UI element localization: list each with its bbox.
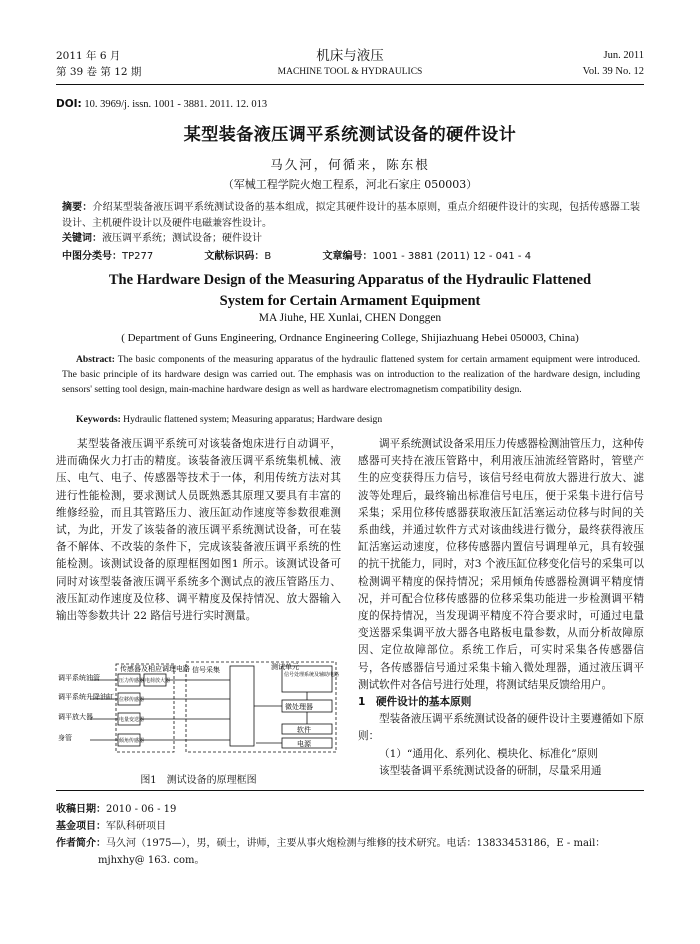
body-right-paragraph-4: 该型装备调平系统测试设备的研制，尽量采用通 — [379, 764, 602, 777]
author-email-line — [56, 852, 644, 869]
keywords-en — [76, 414, 382, 425]
keywords-en-label: Keywords: — [76, 414, 121, 425]
paper-title-cn: 某型装备液压调平系统测试设备的硬件设计 — [183, 125, 517, 145]
doi-value: 10. 3969/j. issn. 1001 - 3881. 2011. 12. 013 — [84, 99, 268, 110]
abstract-cn-text: 介绍某型装备液压调平系统测试设备的基本组成，拟定其硬件设计的基本原则，重点介绍硬件设计的实现，包括传感器工装设计、主机硬件设计以及硬件电磁兼容性设计。 — [62, 202, 641, 229]
abstract-en-block — [62, 352, 640, 397]
footnotes — [56, 790, 644, 869]
clc — [62, 251, 177, 262]
fig-label-test-unit: 测试单元 — [271, 663, 299, 671]
paper-title-en-line1: The Hardware Design of the Measuring Apparatus of the Hydraulic Flattened — [108, 272, 592, 288]
block-diagram — [56, 658, 341, 758]
clc-label: 中图分类号： — [62, 251, 122, 262]
authors-en: MA Jiuhe, HE Xunlai, CHEN Donggen — [258, 312, 442, 324]
author-bio-text: 马久河（1975—），男，硕士，讲师，主要从事火炮检测与维修的技术研究。电话：13833453186，E - mail： — [106, 838, 606, 849]
affiliation-cn: （军械工程学院火炮工程系，河北石家庄 050003） — [222, 178, 478, 191]
doc-code — [204, 251, 295, 262]
running-header — [56, 48, 644, 85]
doi-line — [56, 98, 267, 110]
header-volume-cn: 第 39 卷 第 12 期 — [56, 66, 142, 78]
fig-label-mcu: 微处理器 — [285, 703, 313, 711]
body-column-right — [358, 436, 644, 780]
journal-name-en: MACHINE TOOL & HYDRAULICS — [277, 67, 423, 77]
paper-title-en-line2: System for Certain Armament Equipment — [219, 293, 481, 309]
fig-label-sensor-group: 传感器及相应调理电路 — [120, 665, 190, 673]
fig-label-pressure-sensor: 压力传感器 — [119, 678, 145, 684]
paper-title-en — [0, 270, 700, 312]
header-right — [583, 48, 644, 80]
fig-label-displacement: 位移传感器 — [119, 697, 145, 703]
abstract-cn-label: 摘要： — [62, 202, 93, 213]
figure-1 — [56, 658, 341, 758]
doc-code-label: 文献标识码： — [204, 251, 265, 262]
fig-label-sig-proc: 信号处理系统及辅助电路 — [284, 672, 340, 678]
abstract-cn — [62, 200, 640, 231]
section-1-title: 1 硬件设计的基本原则 — [358, 696, 472, 709]
author-email: mjhxhy@ 163. com。 — [98, 855, 205, 866]
fund-label: 基金项目： — [56, 821, 106, 832]
body-right-paragraph-2: 型装备液压调平系统测试设备的硬件设计主要遵循如下原则： — [358, 713, 644, 743]
received-label: 收稿日期： — [56, 804, 106, 815]
authors-cn: 马久河，何循来，陈东根 — [270, 157, 430, 172]
fig-label-barrel: 身管 — [58, 734, 72, 742]
received-value: 2010 - 06 - 19 — [106, 804, 177, 815]
article-number-label: 文章编号： — [322, 251, 373, 262]
fig-label-power: 电源 — [297, 740, 311, 748]
acquisition-card-box — [230, 666, 254, 746]
abstract-cn-block — [62, 200, 640, 247]
abstract-en — [62, 352, 640, 397]
body-right-paragraph-3: （1）“通用化、系列化、模块化、标准化”原则 — [379, 747, 598, 760]
doi-label: DOI: — [56, 98, 82, 110]
body-right-paragraph-1: 调平系统测试设备采用压力传感器检测油管压力，这种传感器可夹持在液压管路中，利用液压油流经管路时，管壁产生的应变获得压力信号，该信号经电荷放大器进行放大、滤波等处理后，最终输出标准信号电压，便于采集卡进行信号采集；采用位移传感器获取液压缸活塞运动位移与时间的关系曲线，并通过软件方式对该曲线进行微分，最终获得液压缸活塞运动速度，位移传感器内置信号调理单元，具有较强的抗干扰能力，同时，对3 个液压缸位移变化信号的采集可以检测调平精度的保持情况；采用倾角传感器检测调平精度情况，并可配合位移传感器的位移采集功能进一步检测调平精度的保持情况，当发现调平精度不符合要求时，可通过电量变送器采集调平放大器各电路板电量参数，从而分析故障原因、定位故障部位。系统工作后，可实时采集各传感器信号，各传感器信号通过采集卡输入微处理器，通过液压调平测试软件对各信号进行处理，将测试结果反馈给用户。 — [358, 438, 644, 691]
article-number — [322, 251, 555, 262]
header-date-cn: 2011 年 6 月 — [56, 50, 121, 62]
fund-project — [56, 818, 644, 835]
journal-name-cn: 机床与液压 — [316, 48, 384, 64]
fig-label-cylinder: 调平系统升降油缸 — [58, 693, 114, 701]
classification-line — [62, 247, 640, 262]
body-left-paragraph: 某型装备液压调平系统可对该装备炮床进行自动调平，进而确保火力打击的精度。该装备液压调平系统集机械、液压、电气、电子、传感器等技术于一体，利用传统方法对其进行性能检测，要求测试人员既熟悉其原理又要具有丰富的维修经验，而且其管路压力、液压缸动作速度等参数很难测试，为此，开发了该装备的液压调平系统测试设备，可在装备不解体、不改装的条件下，完成该装备液压调平系统的性能检测。该测试设备的原理框图如图1 所示。该测试设备可同时对该型装备液压调平系统多个测试点的液压管路压力、液压缸动作速度及位移、调平精度及保持情况、放大器输入输出等参数共计 22 路信号进行实时测量。 — [56, 438, 341, 623]
keywords-en-text: Hydraulic flattened system; Measuring apparatus; Hardware design — [120, 414, 383, 425]
fig-label-amplifier: 调平放大器 — [58, 713, 93, 721]
keywords-cn — [62, 231, 640, 247]
header-volume-en: Vol. 39 No. 12 — [582, 66, 644, 77]
article-number-value: 1001 - 3881 (2011) 12 - 041 - 4 — [372, 251, 532, 262]
fund-value: 军队科研项目 — [106, 821, 166, 832]
clc-value: TP277 — [122, 251, 154, 262]
fig-label-signal: 信号采集 — [192, 666, 220, 674]
doc-code-value: B — [264, 251, 272, 262]
author-bio-label: 作者简介： — [56, 838, 106, 849]
abstract-en-label: Abstract: — [76, 354, 115, 365]
figure-1-caption: 图1 测试设备的原理框图 — [140, 775, 257, 786]
fig-label-transmitter: 电量变送器 — [119, 717, 145, 723]
abstract-en-text: The basic components of the measuring apparatus of the hydraulic flattened system for certain armament equipment were introduced. The basic principle of its hardware design was carried out. The emphasis was on introduction to the realization of the hardware design, including sensors' setting tool design, main-machine hardware design as well as hardware electromagnetism compatibility design. — [62, 354, 640, 395]
fig-label-charge-amp: 电荷放大器 — [145, 678, 171, 684]
keywords-cn-label: 关键词： — [62, 233, 102, 244]
fig-label-software: 软件 — [297, 726, 311, 734]
received-date — [56, 801, 644, 818]
header-center — [56, 48, 644, 80]
fig-label-oil-pipe: 调平系统油管 — [58, 674, 100, 682]
body-column-left — [56, 436, 341, 625]
fig-label-tilt: 倾角传感器 — [119, 738, 145, 744]
affiliation-en: ( Department of Guns Engineering, Ordnance Engineering College, Shijiazhuang Hebei 050003, China) — [121, 332, 579, 344]
header-date-en: Jun. 2011 — [603, 50, 644, 61]
keywords-cn-text: 液压调平系统；测试设备；硬件设计 — [102, 233, 262, 244]
author-bio — [56, 835, 644, 852]
